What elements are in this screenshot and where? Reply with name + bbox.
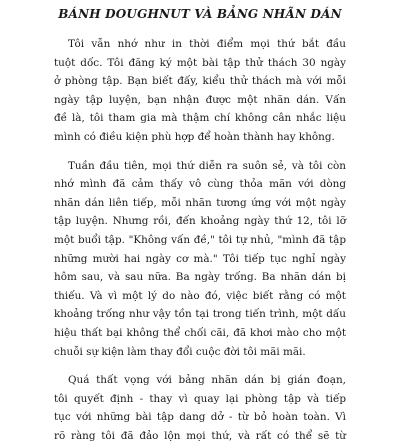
text-line: những mười hai ngày cơ mà." Tôi tiếp tục nghỉ ngày <box>54 252 346 265</box>
text-line: Tôi vẫn nhớ như in thời điểm mọi thứ bắt đầu <box>68 38 346 50</box>
text-line: rõ ràng tôi đã đảo lộn mọi thứ, và rất có thể sẽ từ <box>54 429 346 442</box>
text-line: Tuần đầu tiên, mọi thứ diễn ra suôn sẻ, và tôi còn <box>68 159 346 172</box>
text-line: Quá thất vọng với bảng nhãn dán bị gián đoạn, <box>68 374 346 387</box>
text-line: chuỗi sự kiện làm thay đổi cuộc đời tôi mãi mãi. <box>54 345 306 358</box>
text-line: đề là, tôi tham gia mà thậm chí không cân nhắc liệu <box>54 112 346 125</box>
text-line: tập luyện. Nhưng rồi, đến khoảng ngày thứ 12, tôi lỡ <box>54 215 346 228</box>
text-line: nhớ mình đã cảm thấy vô cùng thỏa mãn với dòng <box>54 178 346 191</box>
paragraph-3 <box>54 371 346 445</box>
text-line: tục với những bài tập dang dở - từ bỏ hoàn toàn. Vì <box>54 411 346 424</box>
text-line: tuột dốc. Tôi đăng ký một bài tập thử thách 30 ngày <box>54 56 346 69</box>
text-line: ở phòng tập. Bạn biết đấy, kiểu thử thách mà với mỗi <box>54 75 346 88</box>
text-line: mình có điều kiện phù hợp để hoàn thành hay không. <box>54 130 335 143</box>
chapter-title: BÁNH DOUGHNUT VÀ BẢNG NHÃN DÁN <box>58 7 342 21</box>
text-line: nhãn dán liên tiếp, mỗi nhãn tương ứng với một ngày <box>54 196 346 209</box>
paragraph-1 <box>54 35 346 147</box>
text-line: ngày tập luyện, bạn nhận được một nhãn dán. Vấn <box>54 93 346 106</box>
text-line: hôm sau, và sau nữa. Ba ngày trống. Ba nhãn dán bị <box>54 271 346 284</box>
text-line: hiệu thất bại không thể chối cãi, đã khơi mào cho một <box>54 326 346 339</box>
text-line: thiếu. Và vì một lý do nào đó, việc biết rằng có một <box>54 289 346 302</box>
text-line: khoảng trống như vậy tồn tại trong tiến trình, một dấu <box>54 308 346 321</box>
text-line: tôi quyết định - thay vì quay lại phòng tập và tiếp <box>54 392 346 405</box>
paragraph-2 <box>54 157 346 362</box>
text-line: một buổi tập. "Không vấn đề," tôi tự nhủ, "mình đã tập <box>54 233 346 246</box>
